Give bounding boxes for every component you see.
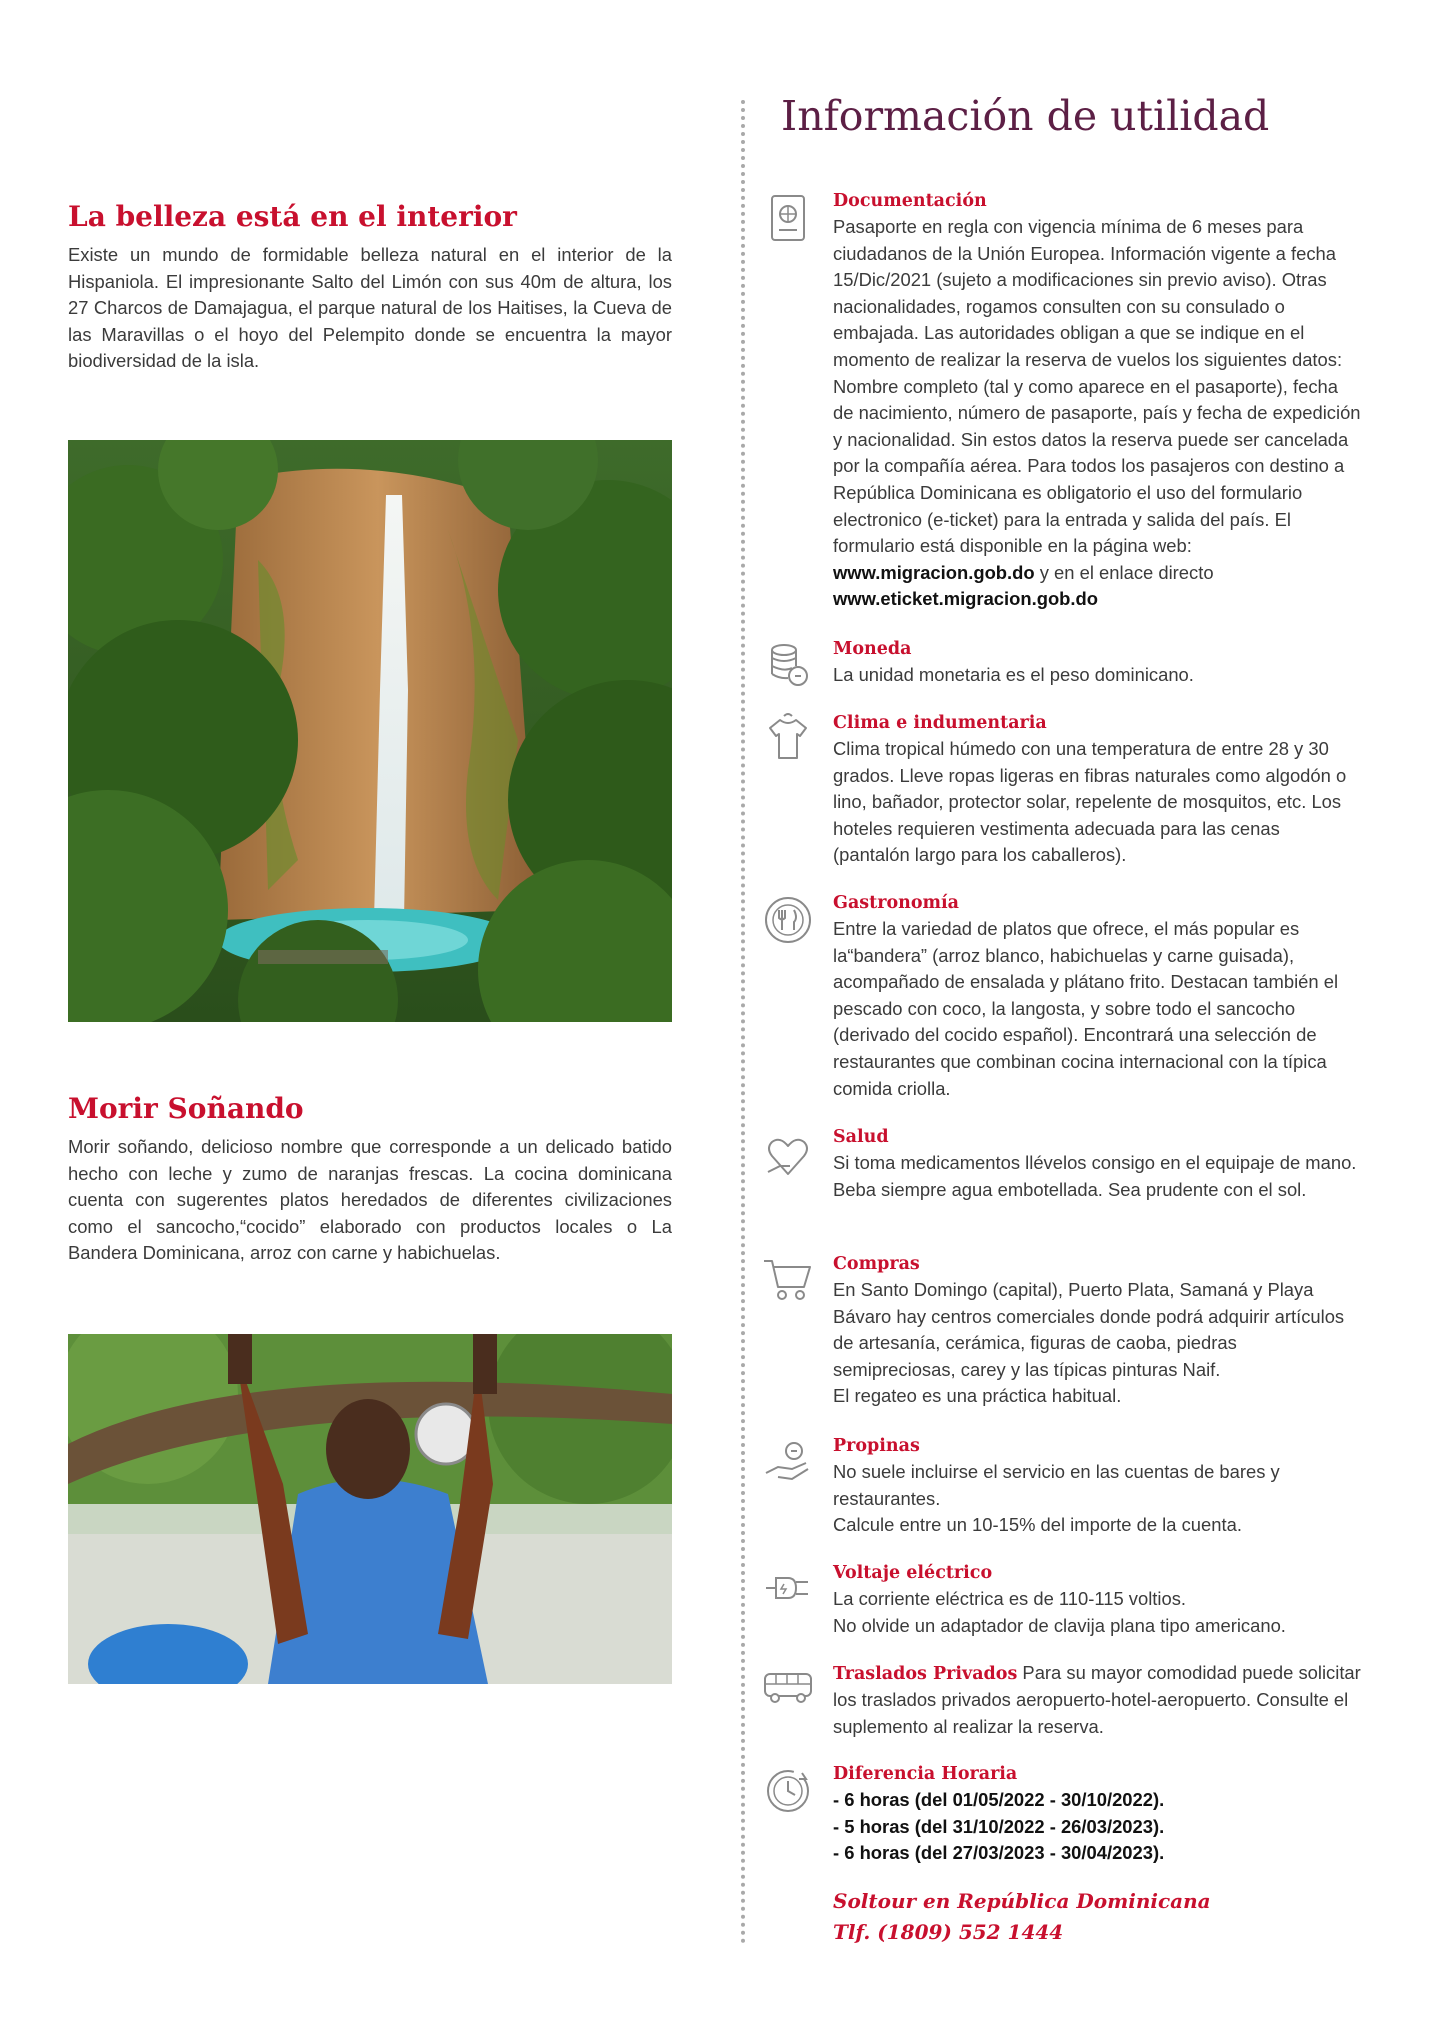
propinas-heading: Propinas <box>833 1436 920 1456</box>
traslados-text: Para su mayor comodidad puede solicitar los traslados privados aeropuerto-hotel-aeropuerto. Consulte el suplemento al realizar la reserva. <box>833 1662 1361 1737</box>
documentacion-mid: y en el enlace directo <box>1039 561 1214 583</box>
voltaje-body2: No olvide un adaptador de clavija plana tipo americano. <box>833 1614 1286 1636</box>
compras-heading: Compras <box>833 1254 920 1274</box>
compras-body1: En Santo Domingo (capital), Puerto Plata, Samaná y Playa Bávaro hay centros comerciales donde podrá adquirir artículos de artesanía, cerámica, figuras de caoba, piedras semipreciosas, carey y las típicas pinturas Naif. <box>833 1279 1345 1380</box>
moneda-heading: Moneda <box>833 639 912 659</box>
eticket-link[interactable]: www.eticket.migracion.gob.do <box>833 588 1098 610</box>
plug-icon <box>762 1562 814 1614</box>
heart-hand-icon <box>762 1130 814 1182</box>
lobster-photo <box>68 1334 672 1684</box>
gastronomia-heading: Gastronomía <box>833 893 960 913</box>
clock-icon <box>762 1765 814 1817</box>
page-title: Información de utilidad <box>781 92 1270 140</box>
propinas-body2: Calcule entre un 10-15% del importe de la cuenta. <box>833 1514 1242 1536</box>
contact-company: Soltour en República Dominicana <box>833 1889 1211 1913</box>
documentacion-text: Pasaporte en regla con vigencia mínima de 6 meses para ciudadanos de la Unión Europea. Información vigente a fecha 15/Dic/2021 (sujeto a modificaciones sin previo aviso). Otras nacionalidades, rogamos consulten con su consulado o embajada. Las autoridades obligan a que se indique en el momento de realizar la reserva de vuelos los siguientes datos: Nombre completo (tal y como aparece en el pasaporte), fecha de nacimiento, número de pasaporte, país y fecha de expedición y nacionalidad. Sin estos datos la reserva puede ser cancelada por la compañía aérea. Para todos los pasajeros con destino a República Dominicana es obligatorio el uso del formulario electronico (e-ticket) para la entrada y salida del país. El formulario está disponible en la página web: <box>833 216 1361 557</box>
section-title-belleza: La belleza está en el interior <box>68 200 517 233</box>
compras-body2: El regateo es una práctica habitual. <box>833 1385 1122 1407</box>
horaria-line3: - 6 horas (del 27/03/2023 - 30/04/2023). <box>833 1842 1165 1864</box>
migracion-link[interactable]: www.migracion.gob.do <box>833 561 1035 583</box>
column-divider <box>741 100 745 1945</box>
section-body-belleza: Existe un mundo de formidable belleza natural en el interior de la Hispaniola. El impresionante Salto del Limón con sus 40m de altura, los 27 Charcos de Damajagua, el parque natural de los Haitises, la Cueva de las Maravillas o el hoyo del Pelempito donde se encuentra la mayor biodiversidad de la isla. <box>68 244 672 371</box>
cutlery-plate-icon <box>762 894 814 946</box>
section-body-morir: Morir soñando, delicioso nombre que corresponde a un delicado batido hecho con leche y zumo de naranjas frescas. La cocina dominicana cuenta con sugerentes platos heredados de diferentes civilizaciones como el sancocho,“cocido” elaborado con productos locales o La Bandera Dominicana, arroz con carne y habichuelas. <box>68 1136 672 1263</box>
traslados-heading: Traslados Privados <box>833 1664 1018 1684</box>
documentacion-heading: Documentación <box>833 191 987 211</box>
contact-footer <box>833 1886 1211 1948</box>
voltaje-body1: La corriente eléctrica es de 110-115 voltios. <box>833 1588 1187 1609</box>
waterfall-photo <box>68 440 672 1022</box>
documentacion-body <box>833 214 1361 613</box>
salud-body: Si toma medicamentos llévelos consigo en el equipaje de mano. Beba siempre agua embotellada. Sea prudente con el sol. <box>833 1152 1357 1200</box>
shopping-cart-icon <box>762 1253 814 1305</box>
clima-heading: Clima e indumentaria <box>833 713 1047 733</box>
bus-icon <box>762 1662 814 1714</box>
horaria-heading: Diferencia Horaria <box>833 1764 1018 1784</box>
horaria-line1: - 6 horas (del 01/05/2022 - 30/10/2022). <box>833 1789 1165 1810</box>
moneda-body: La unidad monetaria es el peso dominicano. <box>833 664 1194 685</box>
clima-body: Clima tropical húmedo con una temperatura de entre 28 y 30 grados. Lleve ropas ligeras en fibras naturales como algodón o lino, bañador, protector solar, repelente de mosquitos, etc. Los hoteles requieren vestimenta adecuada para las cenas (pantalón largo para los caballeros). <box>833 738 1347 866</box>
gastronomia-body: Entre la variedad de platos que ofrece, el más popular es la“bandera” (arroz blanco, habichuelas y carne guisada), acompañado de ensalada y plátano frito. Destacan también el pescado con coco, la langosta, y sobre todo el sancocho (derivado del cocido español). Encontrará una selección de restaurantes que combinan cocina internacional con la típica comida criolla. <box>833 918 1339 1099</box>
passport-icon <box>762 192 814 244</box>
tip-hand-icon <box>762 1437 814 1489</box>
tshirt-icon <box>762 712 814 764</box>
coins-icon <box>762 638 814 690</box>
horaria-line2: - 5 horas (del 31/10/2022 - 26/03/2023). <box>833 1815 1165 1837</box>
section-title-morir: Morir Soñando <box>68 1092 304 1125</box>
voltaje-heading: Voltaje eléctrico <box>833 1563 993 1583</box>
traslados-body <box>833 1660 1361 1740</box>
propinas-body1: No suele incluirse el servicio en las cuentas de bares y restaurantes. <box>833 1461 1280 1509</box>
contact-phone[interactable]: Tlf. (1809) 552 1444 <box>833 1920 1064 1944</box>
salud-heading: Salud <box>833 1127 889 1147</box>
